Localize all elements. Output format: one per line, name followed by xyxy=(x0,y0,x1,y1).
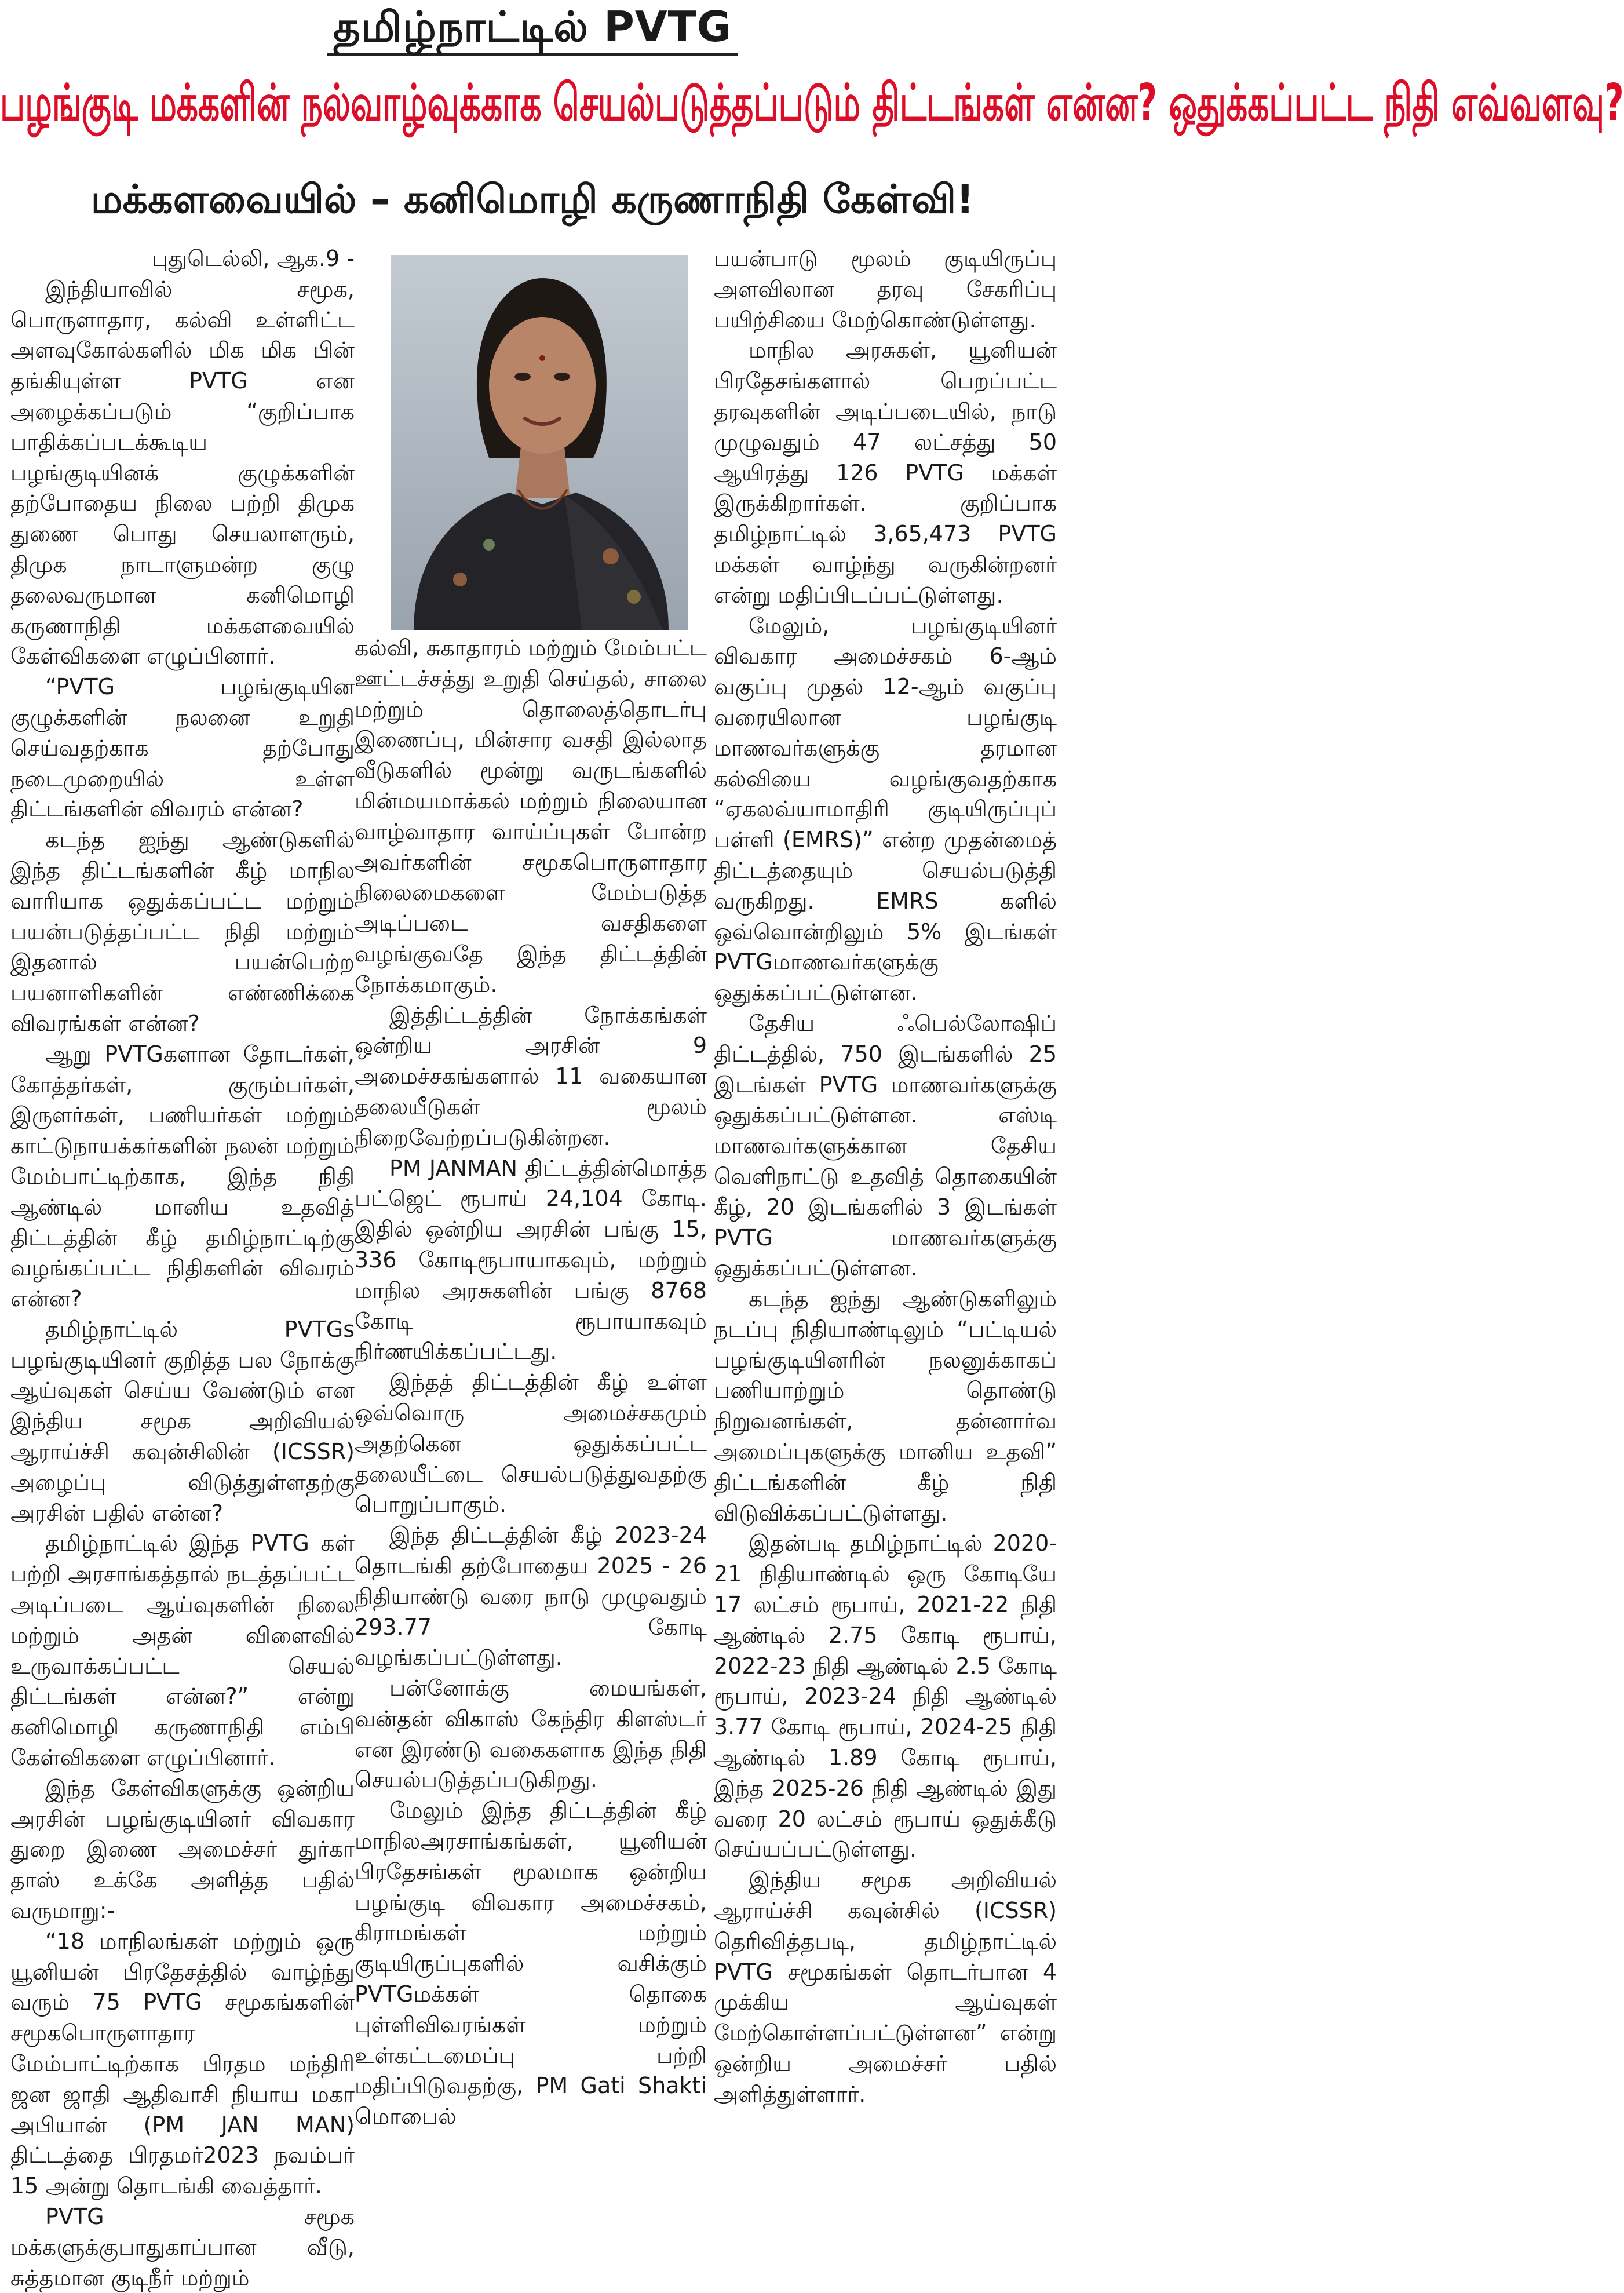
paragraph: மேலும் இந்த திட்டத்தின் கீழ் மாநிலஅரசாங்கங்கள், யூனியன் பிரதேசங்கள் மூலமாக ஒன்றிய பழங்குடி விவகார அமைச்சகம், கிராமங்கள் மற்றும் குடியிருப்புகளில் வசிக்கும் PVTGமக்கள் தொகை புள்ளிவிவரங்கள் மற்றும் உள்கட்டமைப்பு பற்றி மதிப்பிடுவதற்கு, PM Gati Shakti மொபைல் xyxy=(355,1798,707,2130)
paragraph: ஆறு PVTGகளான தோடர்கள், கோத்தர்கள், குரும்பர்கள், இருளர்கள், பணியர்கள் மற்றும் காட்டுநாயக்கர்களின் நலன் மற்றும் மேம்பாட்டிற்காக, இந்த நிதி ஆண்டில் மானிய உதவித் திட்டத்தின் கீழ் தமிழ்நாட்டிற்கு வழங்கப்பட்ட நிதிகளின் விவரம் என்ன? xyxy=(10,1041,355,1312)
paragraph: “PVTG பழங்குடியின குழுக்களின் நலனை உறுதி செய்வதற்காக தற்போது நடைமுறையில் உள்ள திட்டங்களின் விவரம் என்ன? xyxy=(10,674,355,822)
paragraph: தமிழ்நாட்டில் PVTGs பழங்குடியினர் குறித்த பல நோக்கு ஆய்வுகள் செய்ய வேண்டும் என இந்திய சமூக அறிவியல் ஆராய்ச்சி கவுன்சிலின் (ICSSR) அழைப்பு விடுத்துள்ளதற்கு அரசின் பதில் என்ன? xyxy=(10,1316,355,1526)
portrait-photo xyxy=(391,255,688,630)
paragraph: இந்த கேள்விகளுக்கு ஒன்றிய அரசின் பழங்குடியினர் விவகார துறை இணை அமைச்சர் துர்கா தாஸ் உக்கே அளித்த பதில் வருமாறு:- xyxy=(10,1775,355,1924)
paragraph: “18 மாநிலங்கள் மற்றும் ஒரு யூனியன் பிரதேசத்தில் வாழ்ந்து வரும் 75 PVTG சமூகங்களின் சமூகபொருளாதார மேம்பாட்டிற்காக பிரதம மந்திரி ஜன ஜாதி ஆதிவாசி நியாய மகா அபியான் (PM JAN MAN) திட்டத்தை பிரதமர்2023 நவம்பர் 15 அன்று தொடங்கி வைத்தார். xyxy=(10,1928,355,2199)
paragraph: இந்தத் திட்டத்தின் கீழ் உள்ள ஒவ்வொரு அமைச்சகமும் அதற்கென ஒதுக்கப்பட்ட தலையீட்டை செயல்படுத்துவதற்கு பொறுப்பாகும். xyxy=(355,1369,707,1518)
paragraph: கல்வி, சுகாதாரம் மற்றும் மேம்பட்ட ஊட்டச்சத்து உறுதி செய்தல், சாலை மற்றும் தொலைத்தொடர்பு இணைப்பு, மின்சார வசதி இல்லாத வீடுகளில் மூன்று வருடங்களில் மின்மயமாக்கல் மற்றும் நிலையான வாழ்வாதார வாய்ப்புகள் போன்ற அவர்களின் சமூகபொருளாதார நிலைமைகளை மேம்படுத்த அடிப்படை வசதிகளை வழங்குவதே இந்த திட்டத்தின் நோக்கமாகும். xyxy=(355,635,707,997)
article-column-2 xyxy=(355,633,707,2130)
paragraph: இந்தியாவில் சமூக, பொருளாதார, கல்வி உள்ளிட்ட அளவுகோல்களில் மிக மிக பின் தங்கியுள்ள PVTG என அழைக்கப்படும் “குறிப்பாக பாதிக்கப்படக்கூடிய பழங்குடியினக் குழுக்களின் தற்போதைய நிலை பற்றி திமுக துணை பொது செயலாளரும், திமுக நாடாளுமன்ற குழு தலைவருமான கனிமொழி கருணாநிதி மக்களவையில் கேள்விகளை எழுப்பினார். xyxy=(10,276,355,669)
paragraph: தேசிய ஃபெல்லோஷிப் திட்டத்தில், 750 இடங்களில் 25 இடங்கள் PVTG மாணவர்களுக்கு ஒதுக்கப்பட்டுள்ளன. எஸ்டி மாணவர்களுக்கான தேசிய வெளிநாட்டு உதவித் தொகையின் கீழ், 20 இடங்களில் 3 இடங்கள் PVTG மாணவர்களுக்கு ஒதுக்கப்பட்டுள்ளன. xyxy=(714,1010,1057,1281)
paragraph: PVTG சமூக மக்களுக்குபாதுகாப்பான வீடு, சுத்தமான குடிநீர் மற்றும் xyxy=(10,2204,355,2291)
paragraph: இத்திட்டத்தின் நோக்கங்கள் ஒன்றிய அரசின் 9 அமைச்சகங்களால் 11 வகையான தலையீடுகள் மூலம் நிறைவேற்றப்படுகின்றன. xyxy=(355,1002,707,1150)
kicker-text: தமிழ்நாட்டில் PVTG xyxy=(327,0,738,56)
paragraph: இதன்படி தமிழ்நாட்டில் 2020-21 நிதியாண்டில் ஒரு கோடியே 17 லட்சம் ரூபாய், 2021-22 நிதி ஆண்டில் 2.75 கோடி ரூபாய், 2022-23 நிதி ஆண்டில் 2.5 கோடி ரூபாய், 2023-24 நிதி ஆண்டில் 3.77 கோடி ரூபாய், 2024-25 நிதி ஆண்டில் 1.89 கோடி ரூபாய், இந்த 2025-26 நிதி ஆண்டில் இது வரை 20 லட்சம் ரூபாய் ஒதுக்கீடு செய்யப்பட்டுள்ளது. xyxy=(714,1530,1057,1862)
article-column-3 xyxy=(714,243,1057,2107)
paragraph: கடந்த ஐந்து ஆண்டுகளில் இந்த திட்டங்களின் கீழ் மாநில வாரியாக ஒதுக்கப்பட்ட மற்றும் பயன்படுத்தப்பட்ட நிதி மற்றும் இதனால் பயன்பெற்ற பயனாளிகளின் எண்ணிக்கை விவரங்கள் என்ன? xyxy=(10,827,355,1036)
portrait-illustration xyxy=(391,255,688,630)
paragraph: கடந்த ஐந்து ஆண்டுகளிலும் நடப்பு நிதியாண்டிலும் “பட்டியல் பழங்குடியினரின் நலனுக்காகப் பணியாற்றும் தொண்டு நிறுவனங்கள், தன்னார்வ அமைப்புகளுக்கு மானிய உதவி” திட்டங்களின் கீழ் நிதி விடுவிக்கப்பட்டுள்ளது. xyxy=(714,1286,1057,1526)
paragraph: PM JANMAN திட்டத்தின்மொத்த பட்ஜெட் ரூபாய் 24,104 கோடி. இதில் ஒன்றிய அரசின் பங்கு 15, 336 கோடிரூபாயாகவும், மற்றும் மாநில அரசுகளின் பங்கு 8768 கோடி ரூபாயாகவும் நிர்ணயிக்கப்பட்டது. xyxy=(355,1155,707,1365)
headline: பழங்குடி மக்களின் நல்வாழ்வுக்காக செயல்படுத்தப்படும் திட்டங்கள் என்ன? ஒதுக்கப்பட்ட நிதி எவ்வளவு? xyxy=(0,73,1624,132)
paragraph: இந்திய சமூக அறிவியல் ஆராய்ச்சி கவுன்சில் (ICSSR) தெரிவித்தபடி, தமிழ்நாட்டில் PVTG சமூகங்கள் தொடர்பான 4 முக்கிய ஆய்வுகள் மேற்கொள்ளப்பட்டுள்ளன” என்று ஒன்றிய அமைச்சர் பதில் அளித்துள்ளார். xyxy=(714,1867,1057,2107)
paragraph: மாநில அரசுகள், யூனியன் பிரதேசங்களால் பெறப்பட்ட தரவுகளின் அடிப்படையில், நாடு முழுவதும் 47 லட்சத்து 50 ஆயிரத்து 126 PVTG மக்கள் இருக்கிறார்கள். குறிப்பாக தமிழ்நாட்டில் 3,65,473 PVTG மக்கள் வாழ்ந்து வருகின்றனர் என்று மதிப்பிடப்பட்டுள்ளது. xyxy=(714,337,1057,608)
paragraph: பயன்பாடு மூலம் குடியிருப்பு அளவிலான தரவு சேகரிப்பு பயிற்சியை மேற்கொண்டுள்ளது. xyxy=(714,246,1057,333)
paragraph: தமிழ்நாட்டில் இந்த PVTG கள் பற்றி அரசாங்கத்தால் நடத்தப்பட்ட அடிப்படை ஆய்வுகளின் நிலை மற்றும் அதன் விளைவில் உருவாக்கப்பட்ட செயல் திட்டங்கள் என்ன?” என்று கனிமொழி கருணாநிதி எம்பி கேள்விகளை எழுப்பினார். xyxy=(10,1530,355,1771)
paragraph: பன்னோக்கு மையங்கள், வன்தன் விகாஸ் கேந்திர கிளஸ்டர் என இரண்டு வகைகளாக இந்த நிதி செயல்படுத்தப்படுகிறது. xyxy=(355,1675,707,1793)
paragraph: மேலும், பழங்குடியினர் விவகார அமைச்சகம் 6-ஆம் வகுப்பு முதல் 12-ஆம் வகுப்பு வரையிலான பழங்குடி மாணவர்களுக்கு தரமான கல்வியை வழங்குவதற்காக “ஏகலவ்யாமாதிரி குடியிருப்புப் பள்ளி (EMRS)” என்ற முதன்மைத் திட்டத்தையும் செயல்படுத்தி வருகிறது. EMRS களில் ஒவ்வொன்றிலும் 5% இடங்கள் PVTGமாணவர்களுக்கு ஒதுக்கப்பட்டுள்ளன. xyxy=(714,613,1057,1006)
paragraph: இந்த திட்டத்தின் கீழ் 2023-24 தொடங்கி தற்போதைய 2025 - 26 நிதியாண்டு வரை நாடு முழுவதும் 293.77 கோடி வழங்கப்பட்டுள்ளது. xyxy=(355,1522,707,1671)
article-column-1 xyxy=(10,243,355,2291)
paragraph: புதுடெல்லி, ஆக.9 - xyxy=(152,246,355,271)
subheadline: மக்களவையில் – கனிமொழி கருணாநிதி கேள்வி! xyxy=(90,177,975,223)
